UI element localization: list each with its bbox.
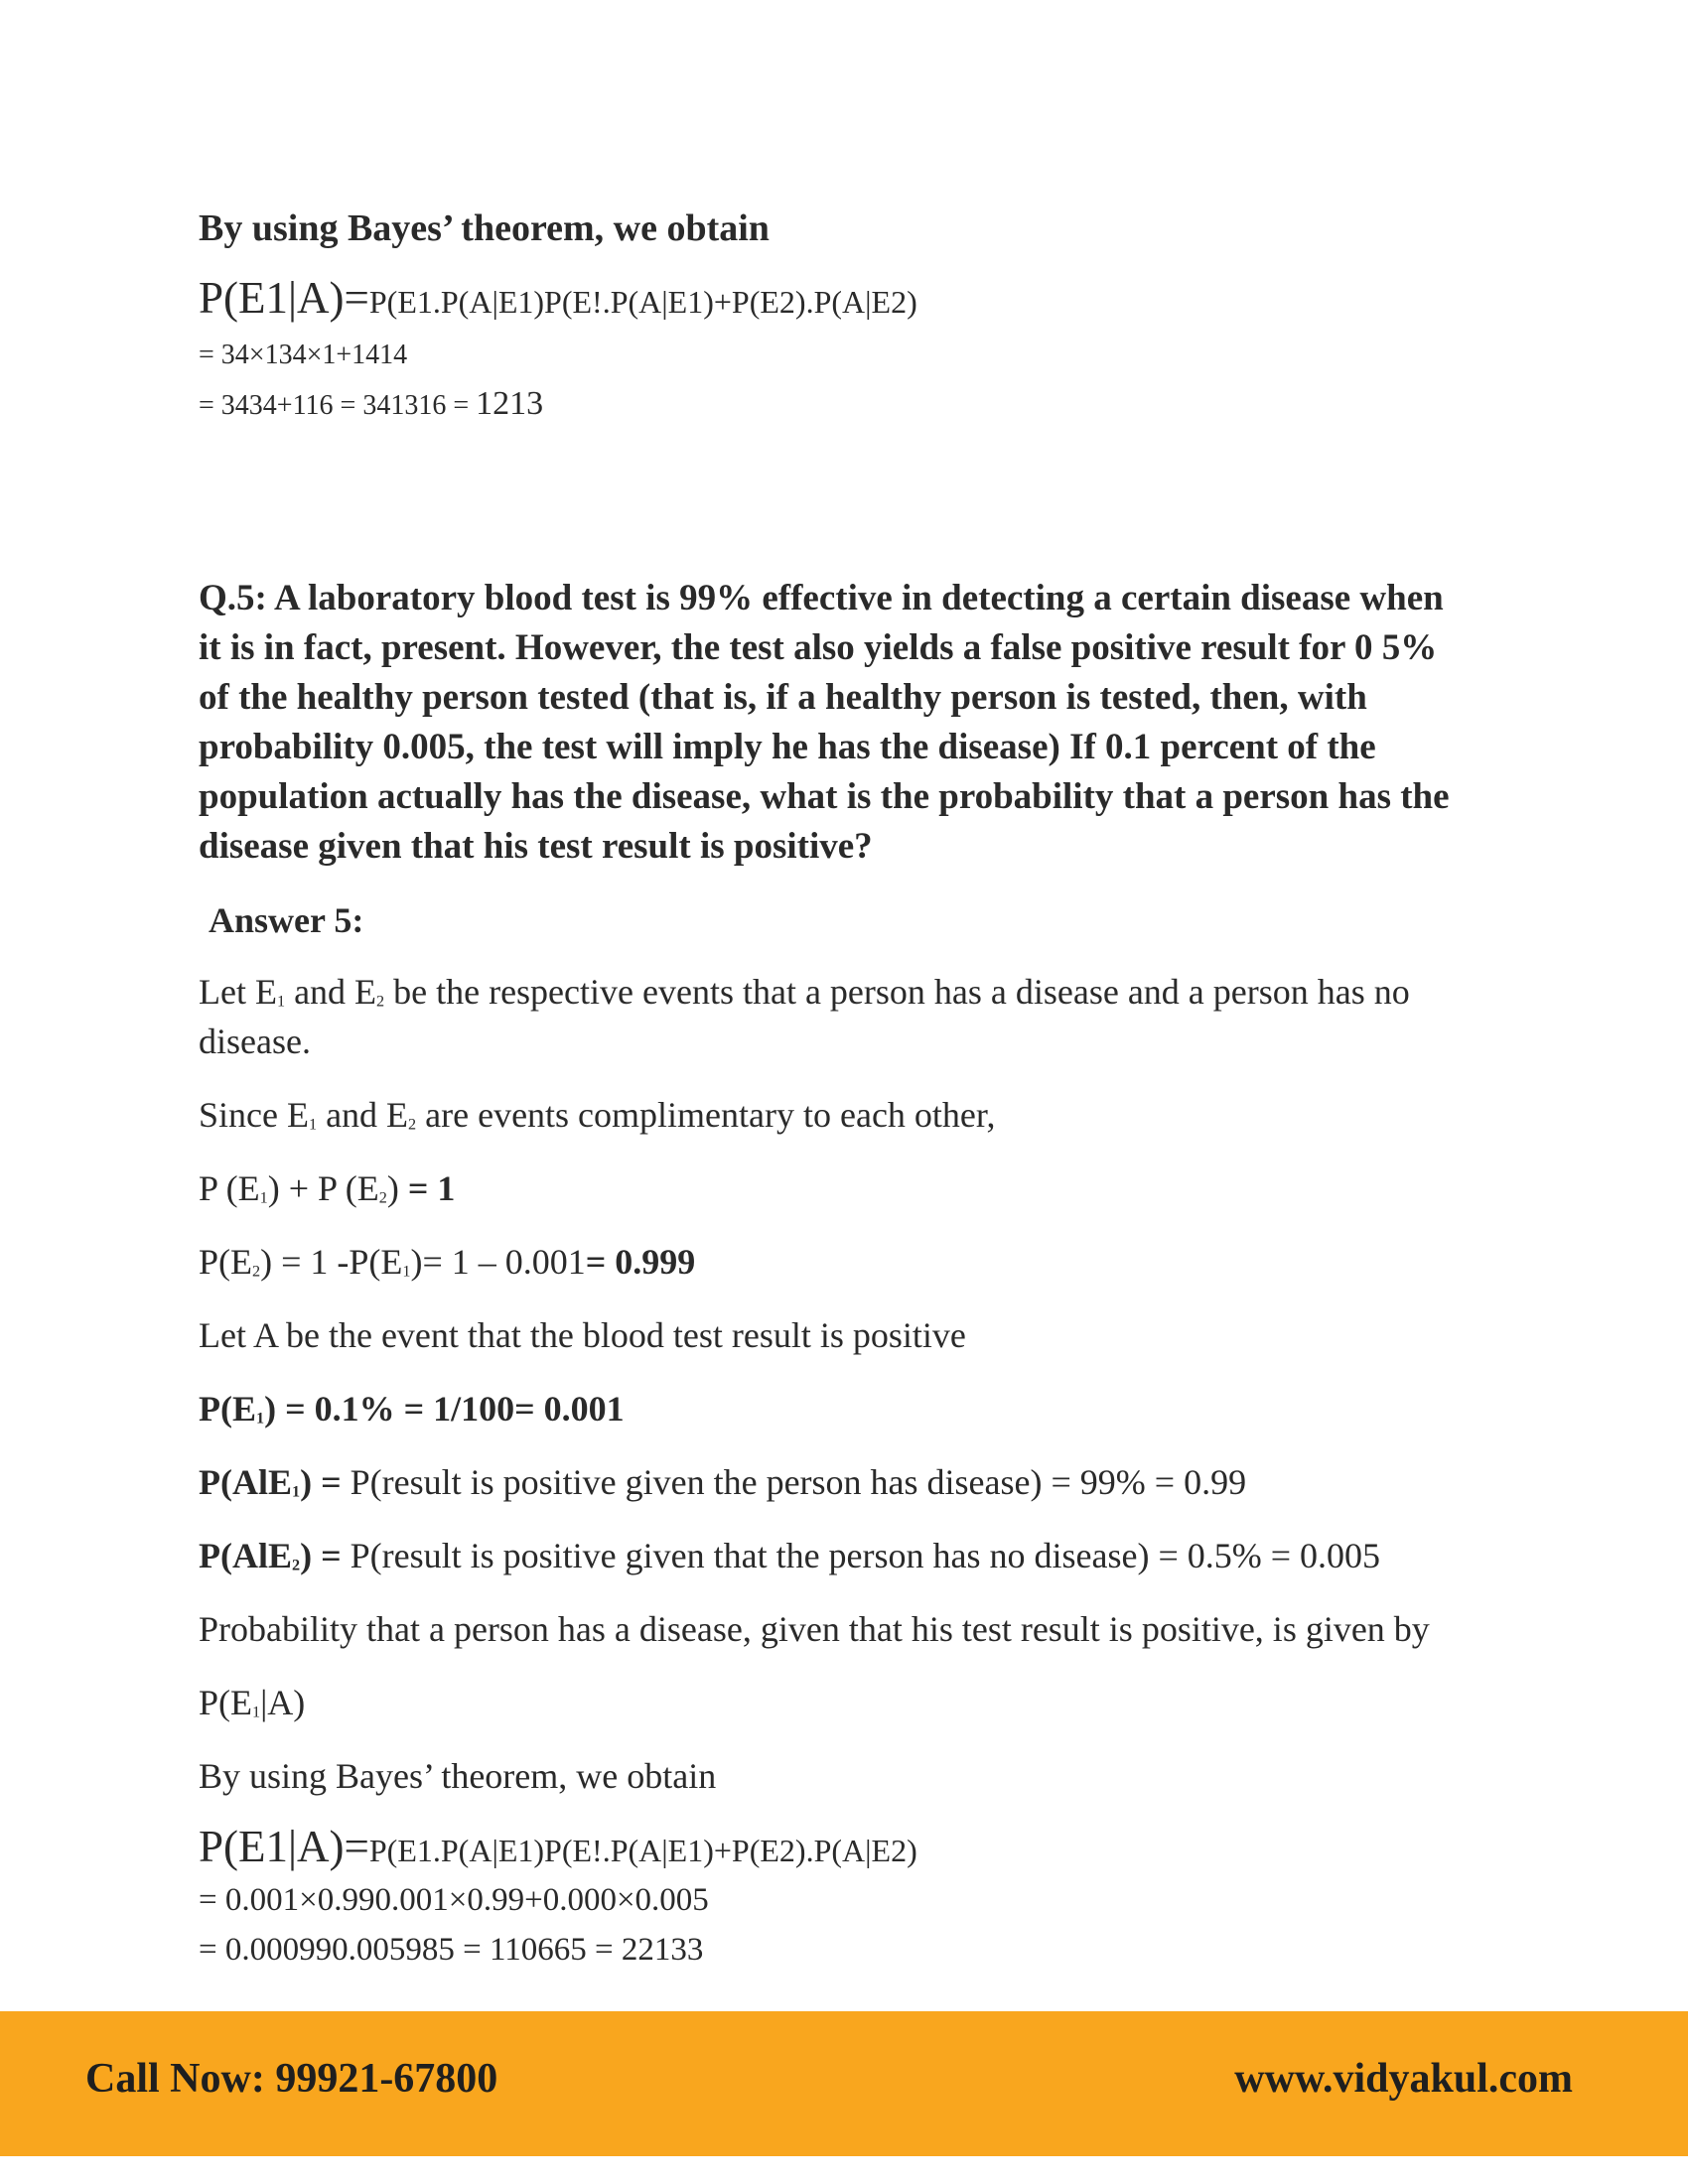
question-line: disease given that his test result is positive? <box>199 826 873 867</box>
formula-lhs: P(E1|A)= <box>199 273 369 323</box>
question-line: Q.5: A laboratory blood test is 99% effective in detecting a certain disease when <box>199 578 1444 618</box>
question-line: it is in fact, present. However, the test also yields a false positive result for 0 5% <box>199 627 1438 668</box>
website-link[interactable]: www.vidyakul.com <box>1234 2056 1573 2102</box>
question-line: of the healthy person tested (that is, if a healthy person is tested, then, with <box>199 677 1367 718</box>
probability-line: Probability that a person has a disease, given that his test result is positive, is given by <box>199 1609 1430 1649</box>
call-now-text[interactable]: Call Now: 99921-67800 <box>85 2056 498 2102</box>
pe2-equation: $P(E_2) = 1$ $-P(E_1)= 1 - 0.001= 0.999$ <box>199 1242 696 1282</box>
formula-rhs: P(E1.P(A|E1)P(E!.P(A|E1)+P(E2).P(A|E2) <box>368 284 917 320</box>
pe1a-line: $P(E_1|A)$ <box>199 1683 306 1722</box>
bayes-line-answer: By using Bayes’ theorem, we obtain <box>199 1756 717 1796</box>
let-events-line: Let $E_1$ and $E_2$ be the respective events that a person has a disease and a person has no <box>199 972 1410 1012</box>
sum-equation: P $(E_1) + P$ $(E_2) = 1$ <box>199 1168 456 1208</box>
let-events-line-2: disease. <box>199 1022 311 1061</box>
formula-top <box>199 272 917 324</box>
question-5 <box>199 574 1489 872</box>
pe1-equation: $P(E_1) = 0.1\% = 1/100= 0.001$ <box>199 1389 625 1429</box>
answer-heading: Answer 5: <box>209 900 364 940</box>
pae1-equation: P(AlE$_1$) = P(result is positive given the person has disease) = 99% = 0.99 <box>199 1462 1247 1502</box>
bayes-heading-top: By using Bayes’ theorem, we obtain <box>199 207 770 249</box>
calc-line-1-top: = 34×134×1+1414 <box>199 340 408 370</box>
calc-line-2-answer: = 0.000990.005985 = 110665 = 22133 <box>199 1932 704 1968</box>
calc-line-2-top: = 3434+116 = 341316 = 1213 <box>199 385 544 422</box>
question-line: probability 0.005, the test will imply he has the disease) If 0.1 percent of the <box>199 727 1376 767</box>
calc-line-1-answer: = 0.001×0.990.001×0.99+0.000×0.005 <box>199 1882 709 1918</box>
event-a-line: Let A be the event that the blood test result is positive <box>199 1315 966 1355</box>
pae2-equation: P(AlE$_2$) = P(result is positive given that the person has no disease) = 0.5% = 0.005 <box>199 1536 1381 1575</box>
formula-answer: P(E1|A)=P(E1.P(A|E1)P(E!.P(A|E1)+P(E2).P(A|E2) <box>199 1822 917 1871</box>
complementary-line: Since $E_1$ and $E_2$ are events complimentary to each other, <box>199 1095 996 1135</box>
question-line: population actually has the disease, what is the probability that a person has the <box>199 776 1450 817</box>
footer-bar <box>0 2011 1688 2156</box>
